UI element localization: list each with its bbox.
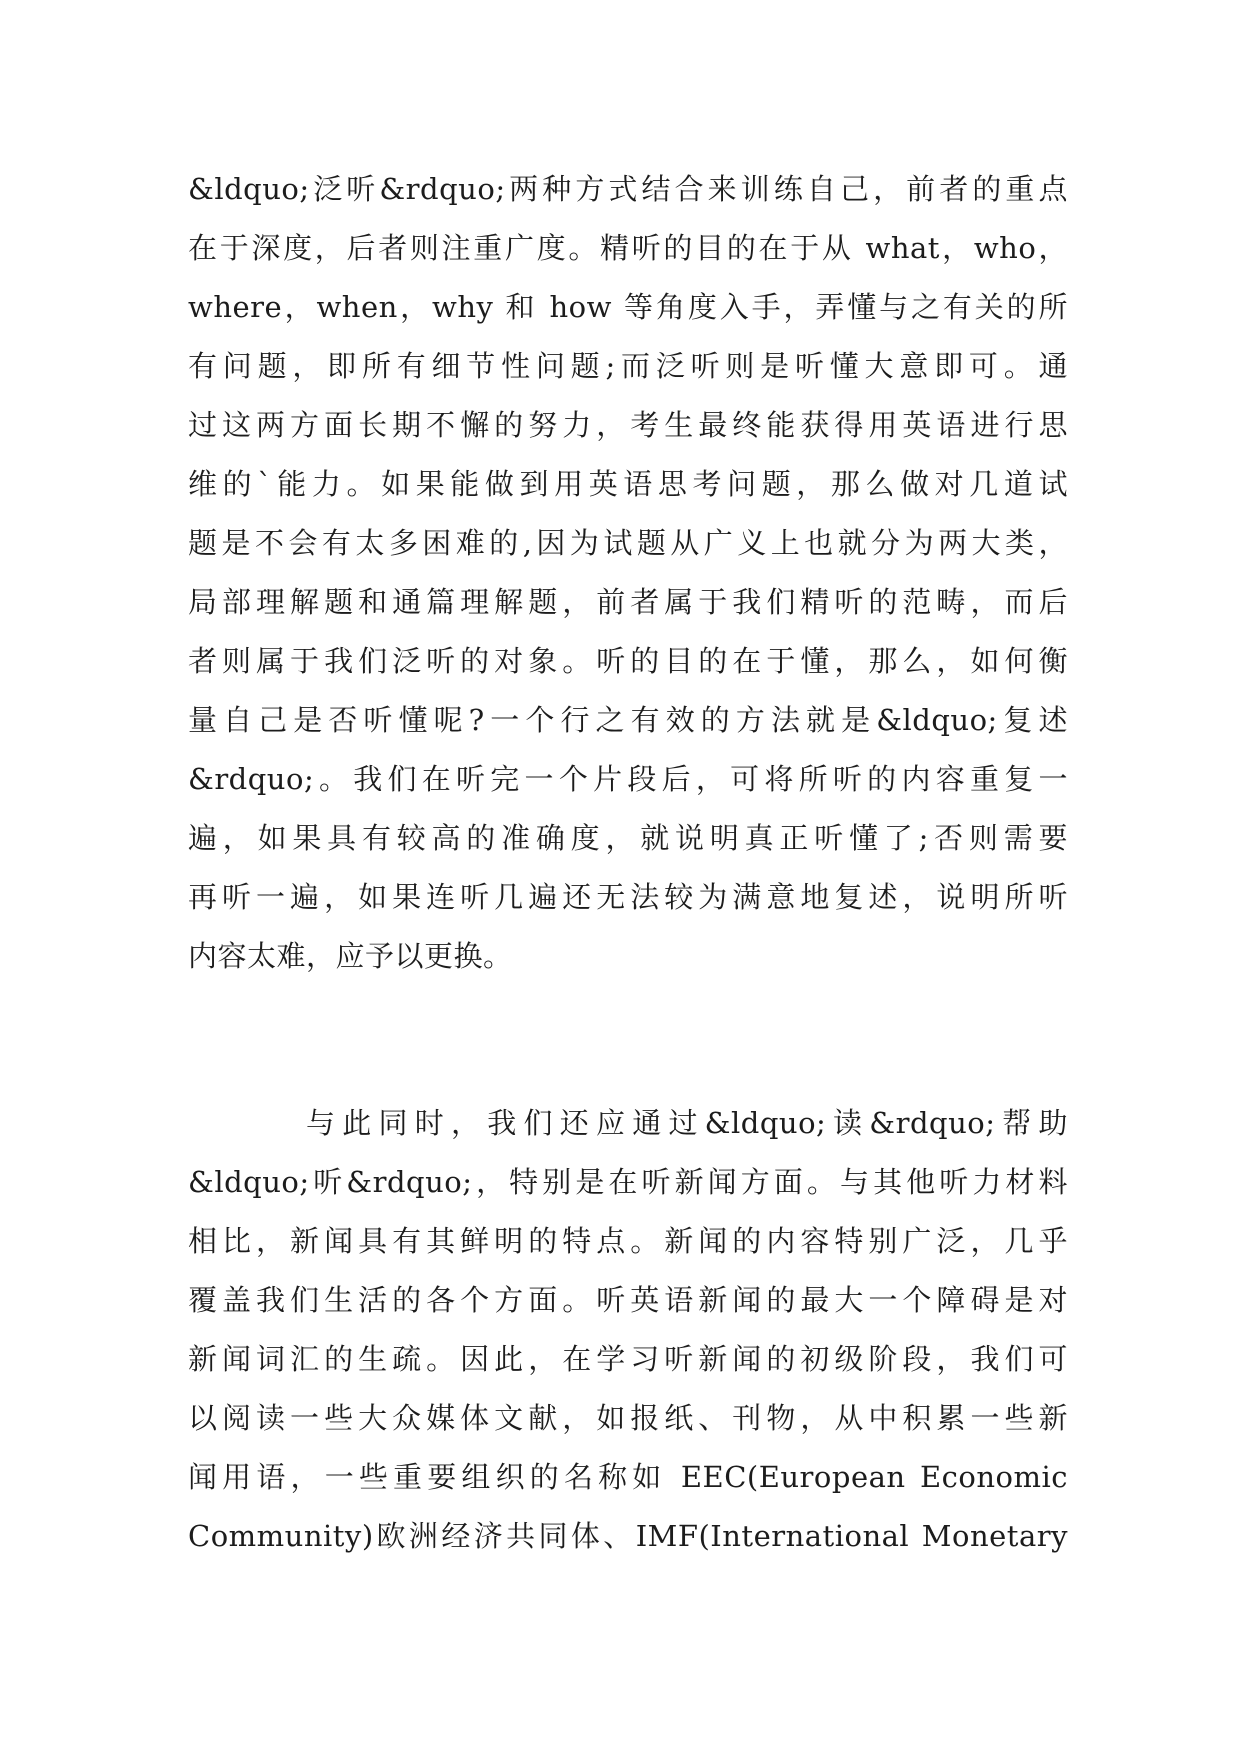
paragraph-line: 过这两方面长期不懈的努力，考生最终能获得用英语进行思 <box>188 408 1068 442</box>
paragraph-line: 局部理解题和通篇理解题，前者属于我们精听的范畴，而后 <box>188 585 1068 619</box>
paragraph-line: 覆盖我们生活的各个方面。听英语新闻的最大一个障碍是对 <box>188 1283 1068 1317</box>
paragraph-line: 闻用语，一些重要组织的名称如 EEC(European Economic <box>188 1460 1068 1494</box>
paragraph-line: 以阅读一些大众媒体文献，如报纸、刊物，从中积累一些新 <box>188 1401 1068 1435</box>
paragraph-line: 再听一遍，如果连听几遍还无法较为满意地复述，说明所听 <box>188 880 1068 914</box>
paragraph-line: 题是不会有太多困难的,因为试题从广义上也就分为两大类， <box>188 526 1068 560</box>
paragraph-line: 与此同时，我们还应通过&ldquo;读&rdquo;帮助 <box>306 1106 1068 1140</box>
paragraph-line: 维的`能力。如果能做到用英语思考问题，那么做对几道试 <box>188 467 1068 501</box>
paragraph-line: 者则属于我们泛听的对象。听的目的在于懂，那么，如何衡 <box>188 644 1068 678</box>
paragraph-line: &rdquo;。我们在听完一个片段后，可将所听的内容重复一 <box>188 762 1068 796</box>
paragraph-line: 在于深度，后者则注重广度。精听的目的在于从 what，who， <box>188 231 1068 265</box>
paragraph-1 <box>188 160 1068 986</box>
paragraph-line: 内容太难，应予以更换。 <box>188 939 513 973</box>
paragraph-line: &ldquo;泛听&rdquo;两种方式结合来训练自己，前者的重点 <box>188 172 1068 206</box>
paragraph-line: &ldquo;听&rdquo;，特别是在听新闻方面。与其他听力材料 <box>188 1165 1068 1199</box>
paragraph-line: 遍，如果具有较高的准确度，就说明真正听懂了;否则需要 <box>188 821 1068 855</box>
paragraph-line: where，when，why 和 how 等角度入手，弄懂与之有关的所 <box>188 290 1068 324</box>
paragraph-line: 有问题，即所有细节性问题;而泛听则是听懂大意即可。通 <box>188 349 1068 383</box>
paragraph-line: 新闻词汇的生疏。因此，在学习听新闻的初级阶段，我们可 <box>188 1342 1068 1376</box>
paragraph-line: Community)欧洲经济共同体、IMF(International Monetary <box>188 1519 1068 1553</box>
paragraph-line: 相比，新闻具有其鲜明的特点。新闻的内容特别广泛，几乎 <box>188 1224 1068 1258</box>
paragraph-2 <box>188 1094 1068 1566</box>
paragraph-line: 量自己是否听懂呢?一个行之有效的方法就是&ldquo;复述 <box>188 703 1068 737</box>
